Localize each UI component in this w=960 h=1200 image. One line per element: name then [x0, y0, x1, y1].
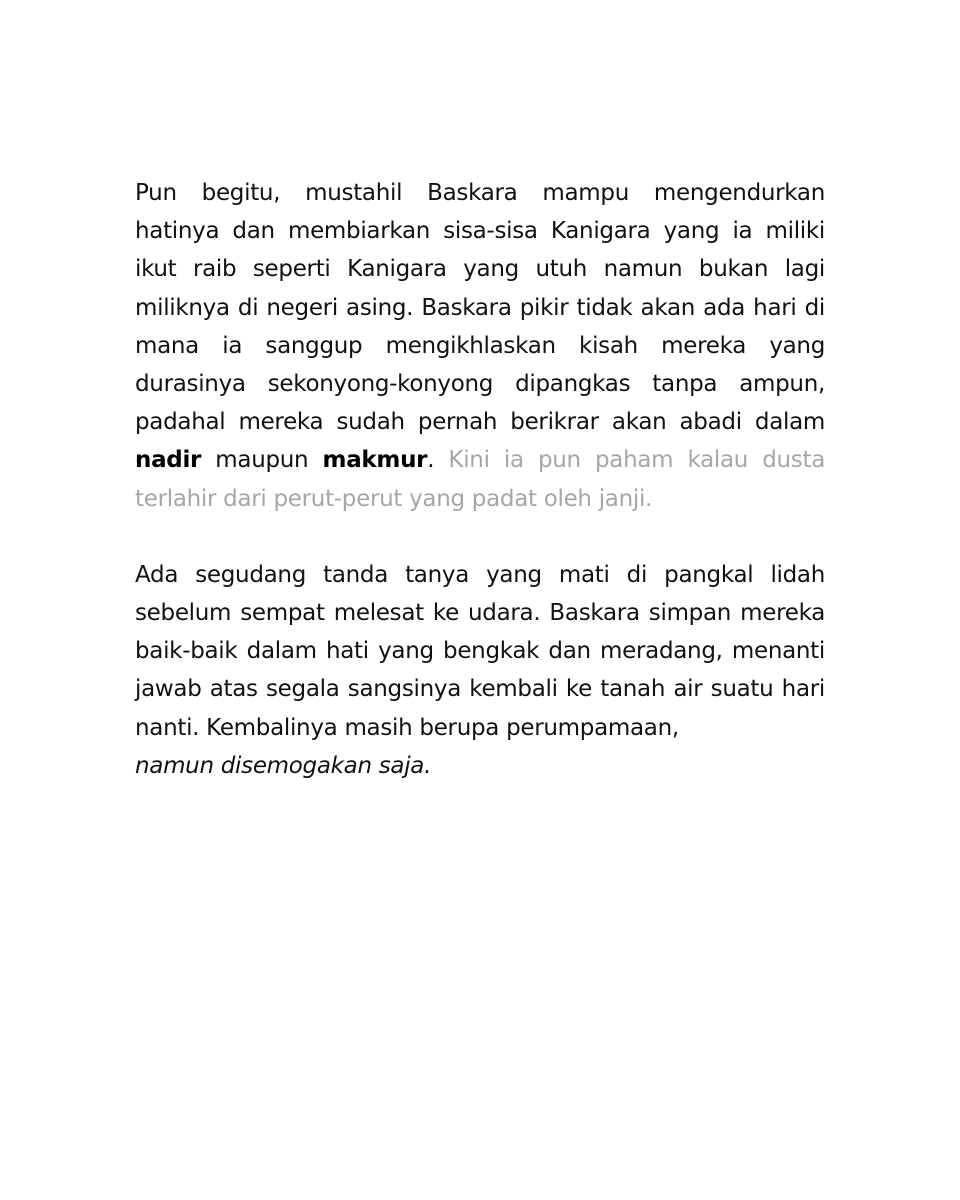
paragraph-1-text: Pun begitu, mustahil Baskara mampu mengendurkan hatinya dan membiarkan sisa-sisa Kanigara yang ia miliki ikut raib seperti Kanigara yang utuh namun bukan lagi miliknya di negeri asing. Baskara pikir tidak akan ada hari di mana ia sanggup mengikhlaskan kisah mereka yang durasinya sekonyong-konyong dipangkas tanpa ampun, padahal mereka sudah pernah berikrar akan abadi dalam [135, 180, 825, 436]
sentence-period: . [427, 447, 435, 474]
faded-sentence: Kini ia pun paham kalau dusta terlahir dari perut-perut yang padat oleh janji. [135, 447, 825, 512]
paragraph-2 [135, 556, 825, 785]
bold-word-nadir: nadir [135, 447, 202, 474]
story-text [135, 174, 825, 785]
italic-closing-line: namun disemogakan saja. [135, 752, 432, 779]
paragraph-2-text: Ada segudang tanda tanya yang mati di pangkal lidah sebelum sempat melesat ke udara. Baskara simpan mereka baik-baik dalam hati yang bengkak dan meradang, menanti jawab atas segala sangsinya kembali ke tanah air suatu hari nanti. Kembalinya masih berupa perumpamaan, [135, 561, 825, 741]
connector-word: maupun [215, 447, 309, 474]
paragraph-1 [135, 174, 825, 518]
bold-word-makmur: makmur [322, 447, 428, 474]
